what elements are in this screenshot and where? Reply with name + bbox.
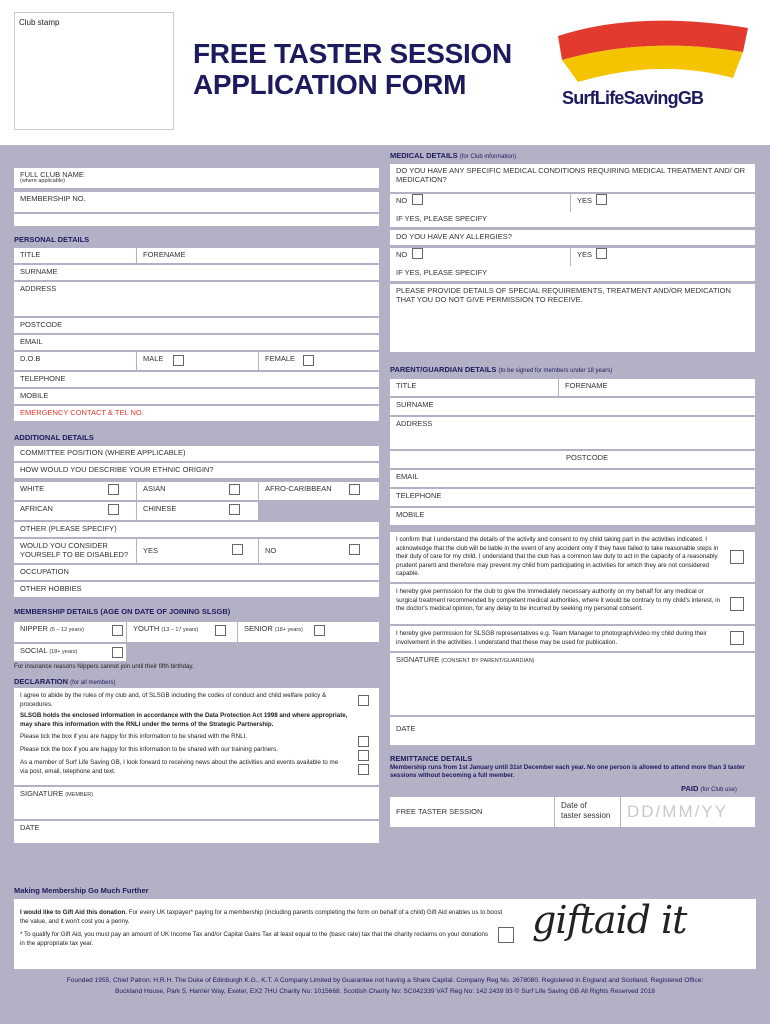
consent-medical-checkbox[interactable]	[730, 597, 744, 611]
footer-line-1: Founded 1955, Chief Patron: H.R.H. The Duke of Edinburgh K.G., K.T. A Company Limited by Guarantee not having a Share Capital. Company Reg No. 2678080. Registered in England and Scotland. Registered Office:	[66, 977, 704, 984]
remittance-heading: REMITTANCE DETAILS	[390, 754, 473, 763]
form-title	[193, 38, 512, 100]
special-requirements-field[interactable]: PLEASE PROVIDE DETAILS OF SPECIAL REQUIREMENTS, TREATMENT AND/OR MEDICATION THAT YOU DO NOT GIVE PERMISSION TO RECEIVE.	[390, 284, 755, 352]
full-club-name-field[interactable]: FULL CLUB NAME (where applicable)	[14, 168, 379, 188]
allergies-yes-option: YES	[571, 248, 755, 266]
parent-forename-field[interactable]: FORENAME	[559, 379, 755, 396]
forename-field[interactable]: FORENAME	[137, 248, 379, 263]
telephone-field[interactable]: TELEPHONE	[14, 372, 379, 387]
ethnic-question: HOW WOULD YOU DESCRIBE YOUR ETHNIC ORIGIN?	[14, 463, 379, 478]
senior-checkbox[interactable]	[314, 625, 325, 636]
giftaid-logo: giftaid it	[532, 898, 687, 942]
medical-yes-option: YES	[571, 194, 755, 212]
membership-no-extra	[14, 214, 379, 226]
youth-checkbox[interactable]	[215, 625, 226, 636]
allergies-yes-checkbox[interactable]	[596, 248, 607, 259]
mobile-field[interactable]: MOBILE	[14, 389, 379, 404]
consent-medical-block: I hereby give permission for the club to give the immediately necessary authority on my behalf for any medical or surgical treatment recommended by competent medical authorities, where it would be contrary to my child's interest, in the doctor's medical opinion, for any delay to be incurred by seeking my personal consent.	[390, 584, 755, 624]
club-stamp-box	[14, 12, 174, 130]
chinese-checkbox[interactable]	[229, 504, 240, 515]
parent-details-heading: PARENT/GUARDIAN DETAILS (to be signed for members under 18 years)	[390, 365, 613, 374]
youth-option: YOUTH (13 – 17 years)	[127, 622, 237, 642]
afro-caribbean-option: AFRO-CARIBBEAN	[259, 482, 379, 500]
declaration-heading: DECLARATION (for all members)	[14, 677, 116, 686]
white-checkbox[interactable]	[108, 484, 119, 495]
allergies-no-option: NO	[390, 248, 570, 266]
other-ethnic-field[interactable]: OTHER (PLEASE SPECIFY)	[14, 522, 379, 537]
nipper-option: NIPPER (5 – 12 years)	[14, 622, 126, 642]
african-checkbox[interactable]	[108, 504, 119, 515]
afro-caribbean-checkbox[interactable]	[349, 484, 360, 495]
email-field[interactable]: EMAIL	[14, 335, 379, 350]
female-option: FEMALE	[259, 352, 379, 370]
free-taster-session: FREE TASTER SESSION	[390, 797, 554, 827]
declaration-text-block: I agree to abide by the rules of my club and, of SLSGB including the codes of conduct and child welfare policy & procedures. SLSGB holds the enclosed information in accordance with the Data Protection Act 1998 and where appropriate, may share this information with the RNLI under the terms of the Strategic Partnership. Please tick the box if you are happy for this information to be shared with the RNLI. Please tick the box if you are happy for this information to be shared with our training partners. As a member of Surf Life Saving GB, I look forward to receiving news about the activities and events available to me via post, email, telephone and text.	[14, 688, 379, 785]
social-option: SOCIAL (18+ years)	[14, 644, 126, 661]
rnli-share-checkbox[interactable]	[358, 736, 369, 747]
medical-question: DO YOU HAVE ANY SPECIFIC MEDICAL CONDITIONS REQUIRING MEDICAL TREATMENT AND/ OR MEDICATION?	[390, 164, 755, 192]
news-checkbox[interactable]	[358, 764, 369, 775]
title-line-1: FREE TASTER SESSION	[193, 38, 512, 69]
allergies-question: DO YOU HAVE ANY ALLERGIES?	[390, 230, 755, 245]
parent-title-field[interactable]: TITLE	[390, 379, 558, 396]
disabled-question: WOULD YOU CONSIDER YOURSELF TO BE DISABLED?	[14, 539, 136, 563]
slsgb-logo	[548, 18, 758, 118]
giftaid-text-1: I would like to Gift Aid this donation. For every UK taxpayer* paying for a membership (including parents completing the form on behalf of a child) Gift Aid enables us to boost the value, and it won't cost you a penny.	[20, 909, 503, 925]
medical-no-checkbox[interactable]	[412, 194, 423, 205]
occupation-field[interactable]: OCCUPATION	[14, 565, 379, 580]
agree-rules-checkbox[interactable]	[358, 695, 369, 706]
parent-date-field[interactable]: DATE	[390, 717, 755, 745]
parent-postcode-field[interactable]: POSTCODE	[390, 451, 755, 468]
medical-yes-checkbox[interactable]	[596, 194, 607, 205]
emergency-contact-field[interactable]: EMERGENCY CONTACT & TEL NO.	[14, 406, 379, 421]
personal-details-heading: PERSONAL DETAILS	[14, 235, 90, 244]
address-field[interactable]: ADDRESS	[14, 282, 379, 316]
senior-option: SENIOR (18+ years)	[238, 622, 379, 642]
consent-photo-block: I hereby give permission for SLSGB representatives e.g. Team Manager to photograph/video my child during their involvement in the activities. I understand that these may be used for publication.	[390, 626, 755, 651]
allergies-specify-field[interactable]: IF YES, PLEASE SPECIFY	[390, 266, 755, 281]
logo-text: SurfLifeSavingGB	[562, 88, 704, 108]
committee-field[interactable]: COMMITTEE POSITION (WHERE APPLICABLE)	[14, 446, 379, 461]
additional-details-heading: ADDITIONAL DETAILS	[14, 433, 94, 442]
parent-signature-field[interactable]: SIGNATURE (CONSENT BY PARENT/GUARDIAN)	[390, 653, 755, 715]
female-checkbox[interactable]	[303, 355, 314, 366]
title-line-2: APPLICATION FORM	[193, 69, 467, 100]
giftaid-heading: Making Membership Go Much Further	[14, 886, 149, 895]
surname-field[interactable]: SURNAME	[14, 265, 379, 280]
medical-no-option: NO	[390, 194, 570, 212]
african-option: AFRICAN	[14, 502, 136, 520]
asian-checkbox[interactable]	[229, 484, 240, 495]
member-signature-field[interactable]: SIGNATURE (MEMBER)	[14, 787, 379, 819]
postcode-field[interactable]: POSTCODE	[14, 318, 379, 333]
insurance-note: For insurance reasons Nippers cannot join until their fifth birthday.	[14, 663, 194, 670]
membership-details-heading: MEMBERSHIP DETAILS (AGE ON DATE OF JOINING SLSGB)	[14, 607, 231, 616]
parent-mobile-field[interactable]: MOBILE	[390, 508, 755, 525]
social-checkbox[interactable]	[112, 647, 123, 658]
parent-surname-field[interactable]: SURNAME	[390, 398, 755, 415]
footer	[0, 975, 770, 997]
allergies-no-checkbox[interactable]	[412, 248, 423, 259]
disabled-no-checkbox[interactable]	[349, 544, 360, 555]
title-field[interactable]: TITLE	[14, 248, 136, 263]
giftaid-checkbox[interactable]	[498, 927, 514, 943]
white-option: WHITE	[14, 482, 136, 500]
hobbies-field[interactable]: OTHER HOBBIES	[14, 582, 379, 597]
medical-details-heading: MEDICAL DETAILS (for Club information)	[390, 151, 517, 160]
consent-activity-block: I confirm that I understand the details of the activity and consent to my child taking part in the activities indicated. I acknowledge that the club will be liable in the event of any accident only if they have failed to take reasonable steps in their duty of care for my child. I understand that the club has a common law duty to act in the capacity of a reasonably prudent parent and therefore may prevent my child from participating in activities for which they are not considered capable.	[390, 532, 755, 582]
male-checkbox[interactable]	[173, 355, 184, 366]
footer-line-2: Buckland House, Park 5, Harrier Way, Exeter, EX2 7HU Charity No: 1015668. Scottish Charity No: SC042339 VAT Reg No: 142 2439 93 © Surf Life Saving GB All Rights Reserved 2018	[115, 988, 655, 995]
parent-email-field[interactable]: EMAIL	[390, 470, 755, 487]
member-date-field[interactable]: DATE	[14, 821, 379, 843]
membership-no-field[interactable]: MEMBERSHIP NO.	[14, 192, 379, 212]
asian-option: ASIAN	[137, 482, 258, 500]
taster-date-input[interactable]: DD/MM/YY	[621, 797, 755, 827]
dob-field[interactable]: D.O.B	[14, 352, 136, 370]
parent-address-field[interactable]: ADDRESS	[390, 417, 755, 449]
disabled-no-option: NO	[259, 539, 379, 563]
disabled-yes-option: YES	[137, 539, 258, 563]
training-partners-checkbox[interactable]	[358, 750, 369, 761]
disabled-yes-checkbox[interactable]	[232, 544, 243, 555]
nipper-checkbox[interactable]	[112, 625, 123, 636]
remittance-note: Membership runs from 1st January until 31st December each year. No one person is allowed to attend more than 3 taster sessions without becoming a full member.	[390, 764, 745, 779]
chinese-option: CHINESE	[137, 502, 258, 520]
consent-photo-checkbox[interactable]	[730, 631, 744, 645]
consent-activity-checkbox[interactable]	[730, 550, 744, 564]
club-stamp-label: Club stamp	[19, 18, 60, 27]
giftaid-text-2: * To qualify for Gift Aid, you must pay an amount of UK Income Tax and/or Capital Gains Tax at least equal to the (basic rate) tax that the charity reclaims on your donations in the appropriate tax year.	[20, 931, 489, 947]
flag-icon	[548, 18, 758, 88]
taster-date-label: Date of taster session	[555, 797, 620, 827]
medical-specify-field[interactable]: IF YES, PLEASE SPECIFY	[390, 212, 755, 227]
paid-heading: PAID (for Club use)	[681, 784, 737, 793]
parent-telephone-field[interactable]: TELEPHONE	[390, 489, 755, 506]
male-option: MALE	[137, 352, 258, 370]
